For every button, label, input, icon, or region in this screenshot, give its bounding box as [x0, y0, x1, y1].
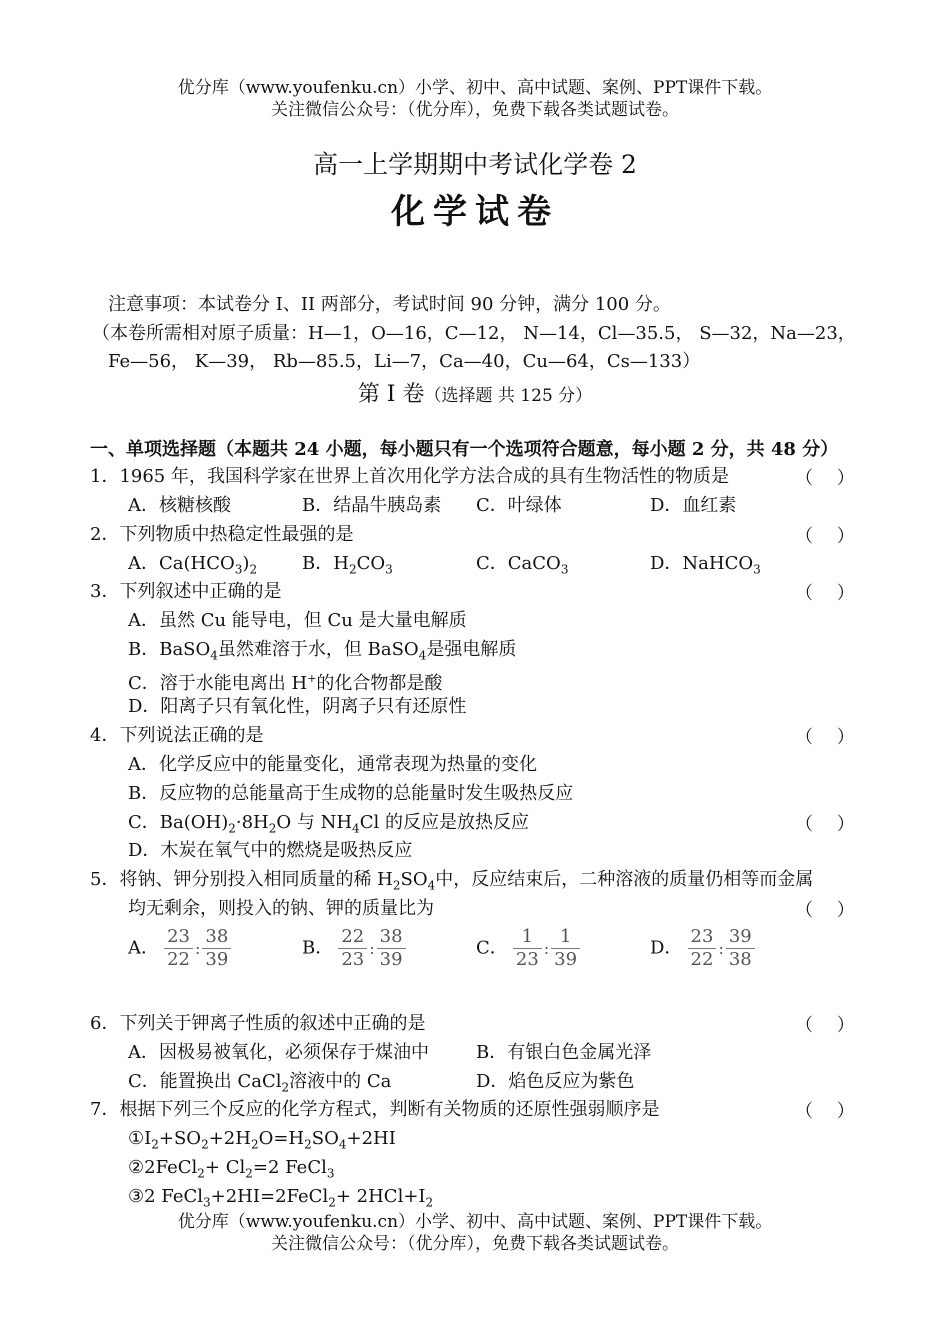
volume-note: （选择题 共 125 分）: [424, 386, 593, 406]
q6-option-c: C．能置换出 CaCl$_2$溶液中的 Ca: [128, 1071, 392, 1095]
q4-option-c: C．$Ba(OH)_2\cdot 8H_2O$ 与 $NH_4Cl$ 的反应是放热反应: [128, 812, 529, 836]
q3-stem: 3．下列叙述中正确的是: [90, 581, 282, 602]
q3-option-c: C．溶于水能电离出 H+的化合物都是酸: [128, 672, 443, 694]
q5-stem: 5．将钠、钾分别投入相同质量的稀 $H_2SO_4$中，反应结束后，二种溶液的质量仍相等而金属: [90, 869, 814, 893]
q1-option-a: A．核糖核酸: [128, 495, 231, 516]
site-banner-line1: 优分库（www.youfenku.cn）小学、初中、高中试题、案例、PPT课件下载。: [177, 78, 773, 98]
q3-option-d: D．阳离子只有氧化性，阴离子只有还原性: [128, 696, 467, 717]
q2-option-a: A．$Ca(HCO_3)_2$: [128, 553, 258, 577]
q1-option-c: C．叶绿体: [476, 495, 562, 516]
q7-reaction-2: ②2FeCl$_2$+ $Cl_2=2$ FeCl$_3$: [128, 1157, 335, 1181]
q6-stem: 6．下列关于钾离子性质的叙述中正确的是: [90, 1013, 426, 1034]
q3-option-b: B．BaSO$_4$虽然难溶于水，但 BaSO$_4$是强电解质: [128, 639, 517, 663]
notice-line1: 注意事项：本试卷分 I、II 两部分，考试时间 90 分钟，满分 100 分。: [108, 294, 671, 315]
q6-option-a: A．因极易被氧化，必须保存于煤油中: [128, 1042, 429, 1063]
q5-stem-cont: 均无剩余，则投入的钠、钾的质量比为: [128, 898, 434, 919]
q1-option-b: B．结晶牛胰岛素: [302, 495, 442, 516]
q3-option-a: A．虽然 Cu 能导电，但 Cu 是大量电解质: [128, 610, 467, 631]
section-heading: 一、单项选择题（本题共 24 小题，每小题只有一个选项符合题意，每小题 2 分，共 48 分）: [90, 439, 839, 460]
q7-reaction-3: ③2 FeCl$_3$+2HI=2FeCl$_2$+ $2HCl+I_2$: [128, 1186, 434, 1210]
q1-stem: 1．1965 年，我国科学家在世界上首次用化学方法合成的具有生物活性的物质是: [90, 466, 729, 487]
answer-bracket: （ ）: [795, 583, 855, 604]
paper-title: 化学试卷: [391, 192, 559, 232]
site-banner-line2: 关注微信公众号：（优分库），免费下载各类试题试卷。: [271, 100, 679, 120]
q5-option-d: D． $\frac{23}{22}$ : $\frac{39}{38}$: [650, 926, 755, 971]
fraction: $\frac{39}{38}$: [726, 926, 755, 971]
answer-bracket: （ ）: [795, 1015, 855, 1036]
notice-line3: Fe—56， K—39， Rb—85.5，Li—7，Ca—40，Cu—64，Cs—133）: [108, 351, 701, 372]
q6-option-d: D．焰色反应为紫色: [476, 1071, 635, 1092]
answer-bracket: （ ）: [795, 814, 855, 835]
q2-option-b: B．$H_2CO_3$: [302, 553, 393, 577]
fraction: $\frac{22}{23}$: [338, 926, 367, 971]
q5-option-a: A． $\frac{23}{22}$ : $\frac{38}{39}$: [128, 926, 231, 971]
q4-option-b: B．反应物的总能量高于生成物的总能量时发生吸热反应: [128, 783, 574, 804]
answer-bracket: （ ）: [795, 468, 855, 489]
answer-bracket: （ ）: [795, 727, 855, 748]
volume-label: 第 I 卷: [357, 382, 425, 407]
fraction: $\frac{1}{39}$: [551, 926, 580, 971]
volume-heading: [0, 377, 950, 408]
site-footer-line2: 关注微信公众号：（优分库），免费下载各类试题试卷。: [271, 1234, 679, 1254]
q7-reaction-1: $①I_2+SO_2+2H_2O=H_2SO_4+2HI$: [128, 1128, 396, 1152]
q4-option-d: D．木炭在氧气中的燃烧是吸热反应: [128, 840, 413, 861]
notice-line2: （本卷所需相对原子质量：H—1，O—16，C—12， N—14，Cl—35.5， S—32，Na—23，: [92, 323, 856, 344]
q7-stem: 7．根据下列三个反应的化学方程式，判断有关物质的还原性强弱顺序是: [90, 1099, 660, 1120]
fraction: $\frac{23}{22}$: [688, 926, 717, 971]
exam-title: 高一上学期期中考试化学卷 2: [313, 150, 637, 179]
q4-stem: 4．下列说法正确的是: [90, 725, 264, 746]
answer-bracket: （ ）: [795, 1101, 855, 1122]
fraction: $\frac{23}{22}$: [164, 926, 193, 971]
q2-option-c: C．CaCO$_3$: [476, 553, 569, 577]
q5-option-c: C． $\frac{1}{23}$ : $\frac{1}{39}$: [476, 926, 580, 971]
q1-option-d: D．血红素: [650, 495, 737, 516]
q5-option-b: B． $\frac{22}{23}$ : $\frac{38}{39}$: [302, 926, 406, 971]
q4-option-a: A．化学反应中的能量变化，通常表现为热量的变化: [128, 754, 537, 775]
fraction: $\frac{38}{39}$: [377, 926, 406, 971]
q2-stem: 2．下列物质中热稳定性最强的是: [90, 524, 354, 545]
answer-bracket: （ ）: [795, 526, 855, 547]
site-footer-line1: 优分库（www.youfenku.cn）小学、初中、高中试题、案例、PPT课件下载。: [177, 1212, 773, 1232]
fraction: $\frac{38}{39}$: [202, 926, 231, 971]
answer-bracket: （ ）: [795, 900, 855, 921]
q6-option-b: B．有银白色金属光泽: [476, 1042, 652, 1063]
fraction: $\frac{1}{23}$: [513, 926, 542, 971]
q2-option-d: D．NaHCO$_3$: [650, 553, 761, 577]
